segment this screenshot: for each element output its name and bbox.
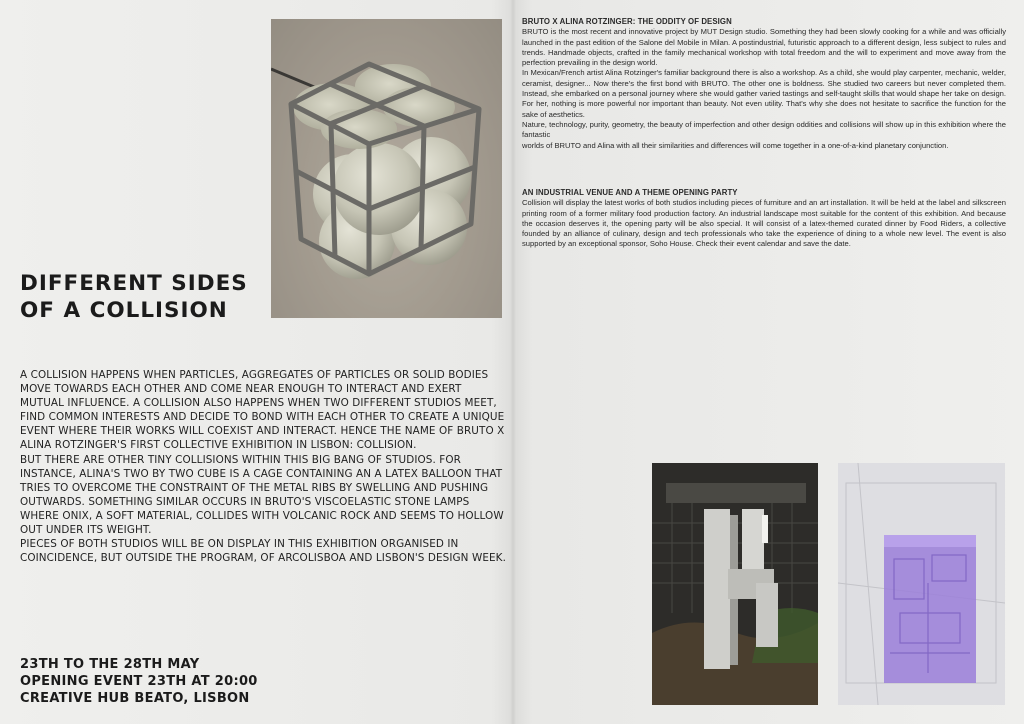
event-venue: CREATIVE HUB BEATO, LISBON [20, 691, 250, 706]
stone-sculpture-photo [652, 463, 818, 705]
article-industrial-venue [522, 188, 1006, 250]
article-paragraph: Collision will display the latest works of both studios including pieces of furniture and an art installation. It will be held at the label and silkscreen printing room of a former military food production factory. An industrial landscape most suitable for the content of this exhibition. And because the occasion deserves it, the opening party will be also special. It will consist of a latex-themed curated dinner by Food Riders, a collective founded by an alliance of culinary, design and tech professionals who take the experience of dining to a whole new level. The event is also supported by an exceptional sponsor, Soho House. Check their event calendar and save the date. [522, 198, 1006, 249]
main-heading: DIFFERENT SIDES OF A COLLISION [20, 271, 248, 323]
cube-sculpture-photo [271, 19, 502, 318]
page-fold [510, 0, 516, 724]
event-opening: OPENING EVENT 23TH AT 20:00 [20, 674, 258, 689]
event-info [20, 656, 320, 707]
intro-paragraph: BUT THERE ARE OTHER TINY COLLISIONS WITHIN THIS BIG BANG OF STUDIOS. FOR INSTANCE, ALINA'S TWO BY TWO CUBE IS A CAGE CONTAINING AN A LATEX BALLOON THAT TRIES TO OVERCOME THE CONSTRAINT OF THE METAL RIBS BY SWELLING AND PUSHING OUTWARDS. SOMETHING SIMILAR OCCURS IN BRUTO'S VISCOELASTIC STONE LAMPS WHERE ONIX, A SOFT MATERIAL, COLLIDES WITH VOLCANIC ROCK AND SEEMS TO HOLLOW OUT UNDER ITS WEIGHT. [20, 453, 504, 537]
article-title: BRUTO X ALINA ROTZINGER: THE ODDITY OF DESIGN [522, 17, 732, 26]
article-paragraph: BRUTO is the most recent and innovative project by MUT Design studio. Something they had been slowly cooking for a while and was officially launched in the past edition of the Salone del Mobile in Milan. A postindustrial, futuristic approach to a different design, less subject to rules and trends. Handmade objects, crafted in the family mechanical workshop with total freedom and the will to experiment and move away from the perfection prevailing in the design world. [522, 27, 1006, 68]
article-paragraph: worlds of BRUTO and Alina with all their similarities and differences will come together in a one-of-a-kind planetary conjunction. [522, 140, 949, 150]
purple-lamp-photo [838, 463, 1005, 705]
article-paragraph: Nature, technology, purity, geometry, the beauty of imperfection and other design oddities and collisions will show up in this exhibition where the fantastic [522, 119, 1006, 140]
article-title: AN INDUSTRIAL VENUE AND A THEME OPENING PARTY [522, 188, 738, 197]
intro-paragraph: PIECES OF BOTH STUDIOS WILL BE ON DISPLAY IN THIS EXHIBITION ORGANISED IN COINCIDENCE, BUT OUTSIDE THE PROGRAM, OF ARCOLISBOA AND LISBON'S DESIGN WEEK. [20, 538, 506, 565]
article-paragraph: In Mexican/French artist Alina Rotzinger's familiar background there is also a workshop. As a child, she would play carpenter, mechanic, welder, ceramist, designer... Now there's the first bond with BRUTO. The other one is boldness. She studied two careers but never completed them. Instead, she embarked on a personal journey where she would gather varied tastings and self-taught skills that would shape her take on design. For her, nothing is more powerful nor important than beauty. Not even utility. That's why she does not hesitate to sacrifice the function for the sake of aesthetics. [522, 68, 1006, 119]
intro-text [20, 368, 508, 565]
intro-paragraph: A COLLISION HAPPENS WHEN PARTICLES, AGGREGATES OF PARTICLES OR SOLID BODIES MOVE TOWARDS EACH OTHER AND COME NEAR ENOUGH TO INTERACT AND EXERT MUTUAL INFLUENCE. A COLLISION ALSO HAPPENS WHEN TWO DIFFERENT STUDIOS MEET, FIND COMMON INTERESTS AND DECIDE TO BOND WITH EACH OTHER TO CREATE A UNIQUE EVENT WHERE THEIR WORKS WILL COEXIST AND INTERACT. HENCE THE NAME OF BRUTO X ALINA ROTZINGER'S FIRST COLLECTIVE EXHIBITION IN LISBON: COLLISION. [20, 369, 505, 452]
sculpture-illustration [652, 463, 818, 705]
event-dates: 23TH TO THE 28TH MAY [20, 657, 200, 672]
lamp-illustration [838, 463, 1005, 705]
cube-illustration [271, 19, 502, 318]
article-oddity-of-design [522, 17, 1006, 151]
